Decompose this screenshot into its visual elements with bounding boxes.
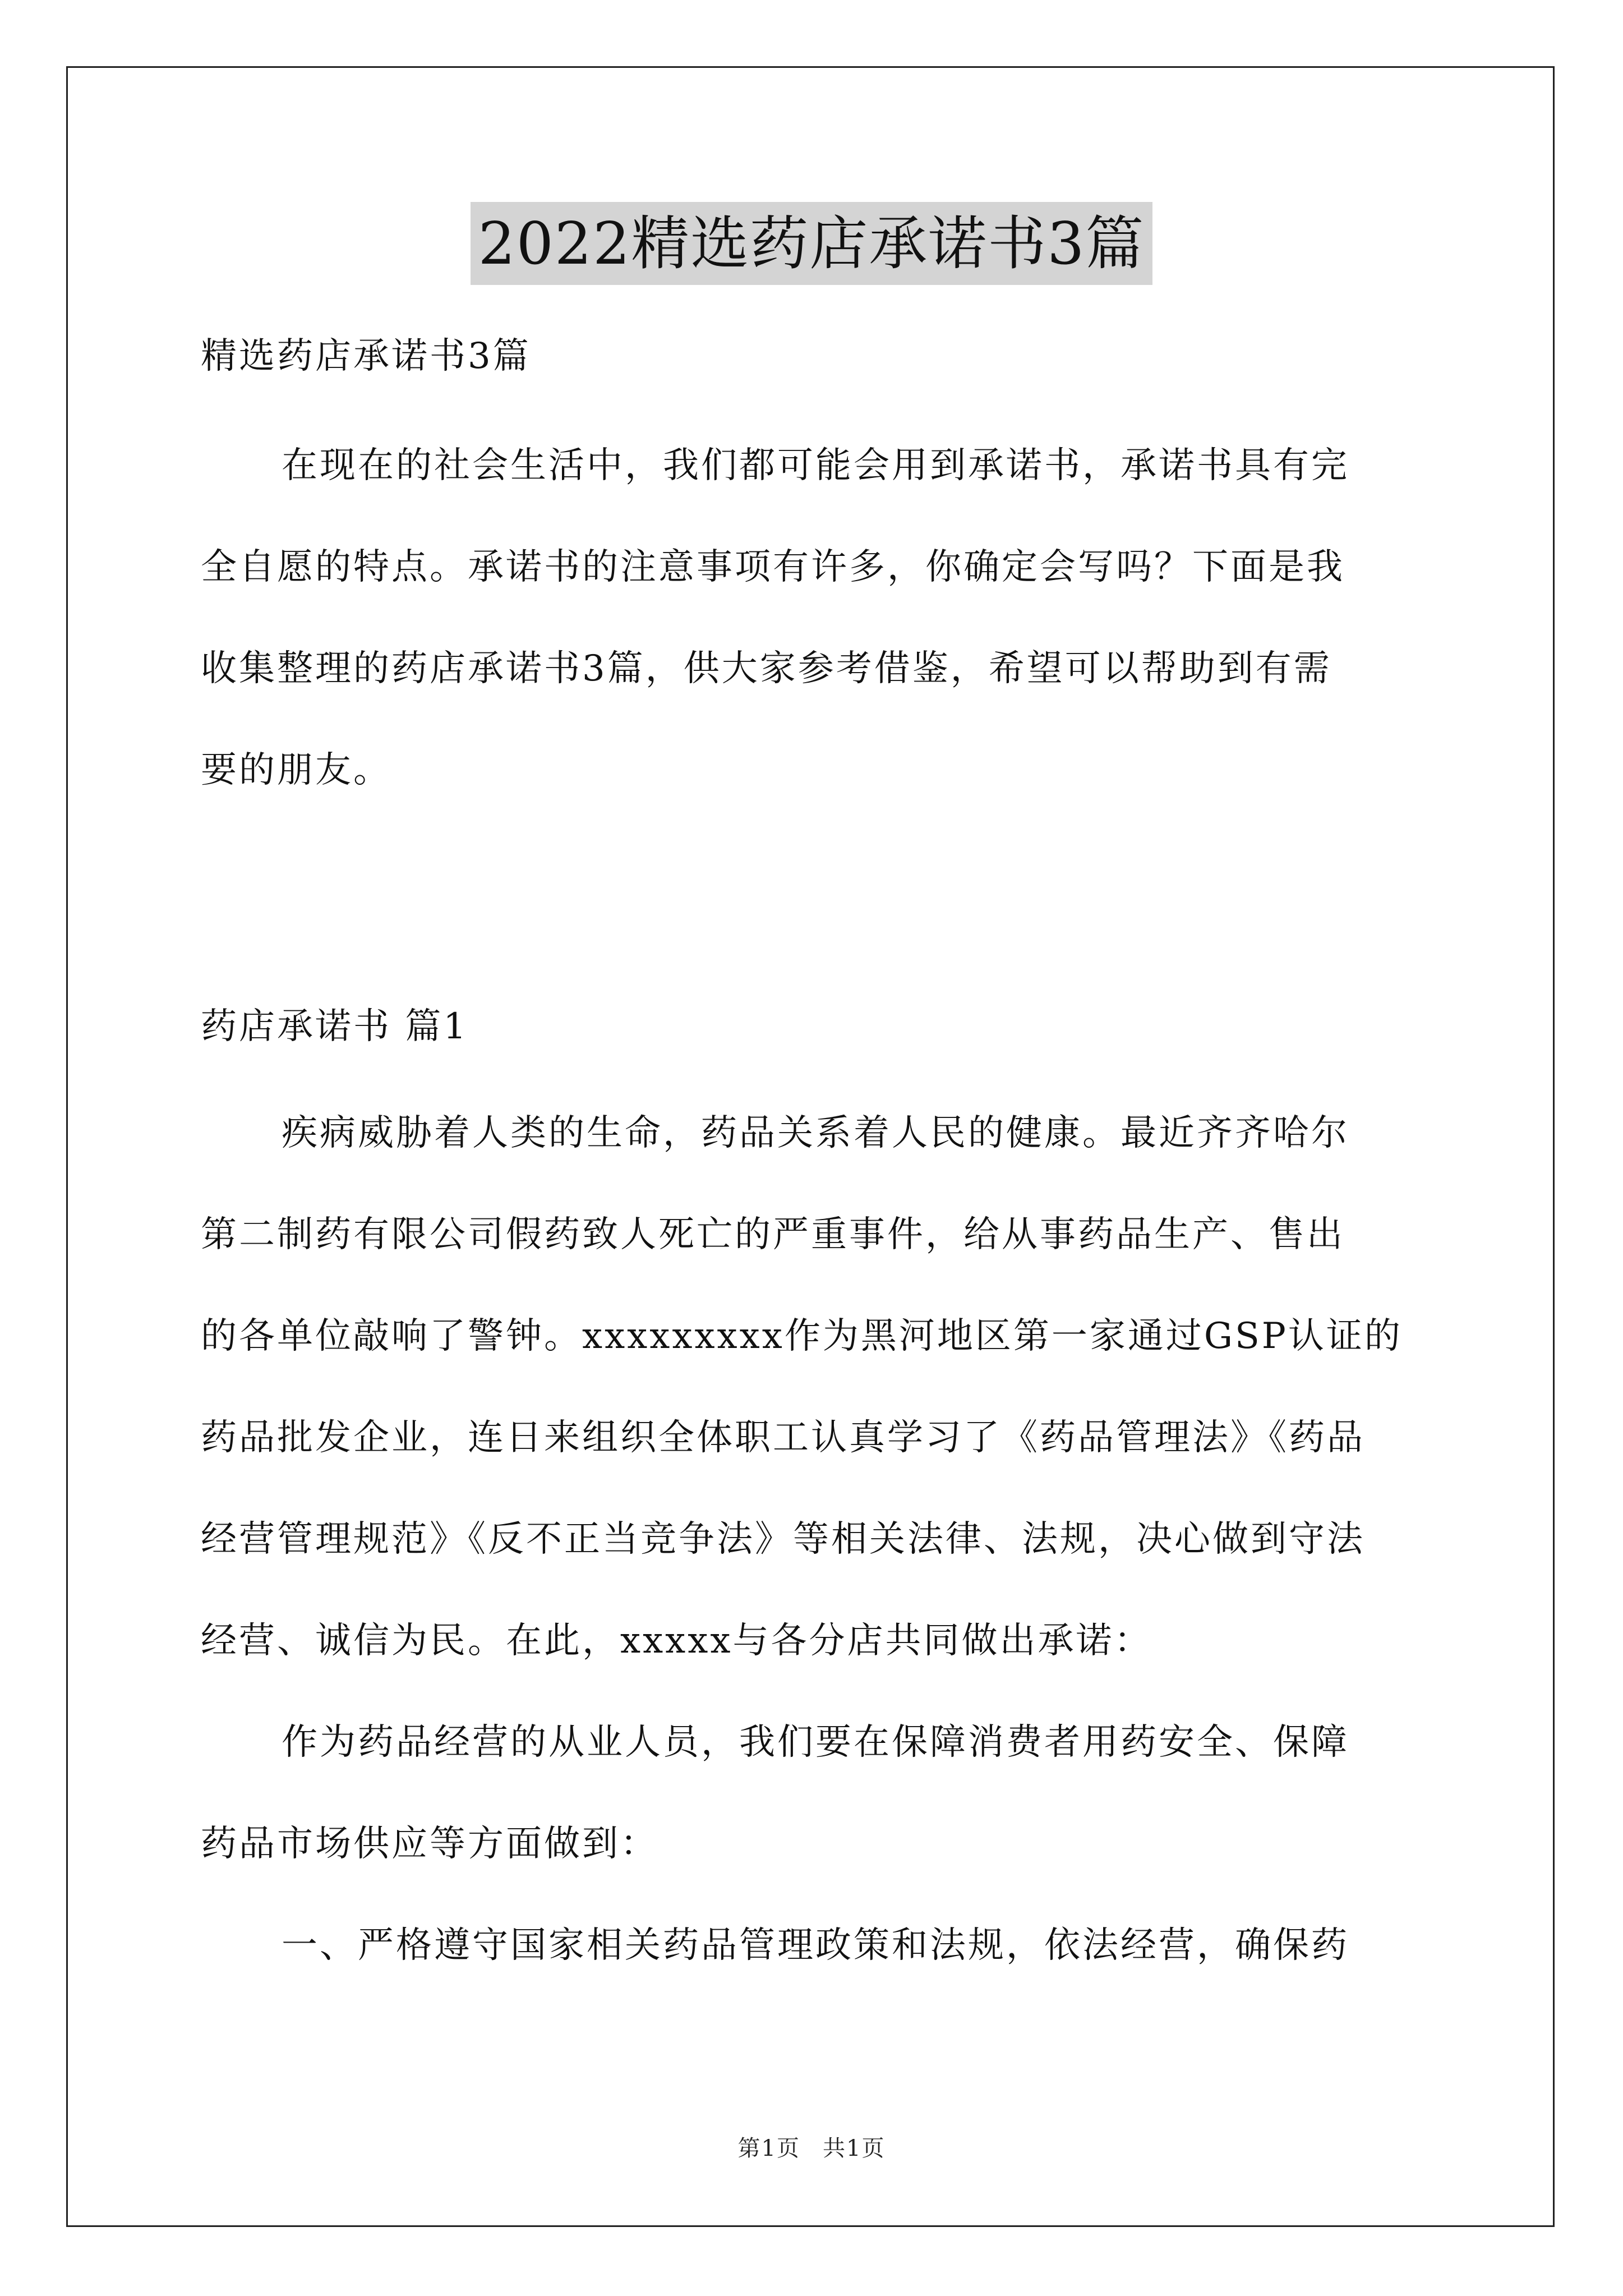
- document-subtitle: 精选药店承诺书3篇: [201, 335, 531, 377]
- paragraph-2: [201, 1692, 1429, 1895]
- paragraph-line: 一、严格遵守国家相关药品管理政策和法规，依法经营，确保药: [282, 1925, 1349, 1966]
- document-title: 2022精选药店承诺书3篇: [471, 202, 1153, 285]
- page-number-current: 第1页: [737, 2136, 800, 2161]
- intro-line: 要的朋友。: [201, 749, 391, 791]
- paragraph-line: 疾病威胁着人类的生命，药品关系着人民的健康。最近齐齐哈尔: [282, 1112, 1349, 1154]
- paragraph-1: [201, 1083, 1429, 1692]
- intro-line: 收集整理的药店承诺书3篇，供大家参考借鉴，希望可以帮助到有需: [201, 648, 1332, 689]
- paragraph-3: [201, 1895, 1429, 1996]
- intro-line: 全自愿的特点。承诺书的注意事项有许多，你确定会写吗？下面是我: [201, 546, 1345, 588]
- paragraph-line: 第二制药有限公司假药致人死亡的严重事件，给从事药品生产、售出: [201, 1214, 1345, 1255]
- paragraph-line: 的各单位敲响了警钟。xxxxxxxxx作为黑河地区第一家通过GSP认证的: [201, 1315, 1403, 1357]
- paragraph-line: 药品批发企业，连日来组织全体职工认真学习了《药品管理法》《药品: [201, 1417, 1365, 1458]
- page-footer: [0, 2132, 1623, 2165]
- paragraph-line: 经营、诚信为民。在此，xxxxx与各分店共同做出承诺：: [201, 1620, 1152, 1662]
- section-heading: 药店承诺书 篇1: [201, 1006, 469, 1047]
- intro-paragraph: [201, 415, 1429, 821]
- paragraph-line: 药品市场供应等方面做到：: [201, 1823, 658, 1865]
- paragraph-line: 作为药品经营的从业人员，我们要在保障消费者用药安全、保障: [282, 1722, 1349, 1763]
- intro-line: 在现在的社会生活中，我们都可能会用到承诺书，承诺书具有完: [282, 445, 1349, 486]
- page-number-total: 共1页: [823, 2136, 886, 2161]
- paragraph-line: 经营管理规范》《反不正当竞争法》等相关法律、法规，决心做到守法: [201, 1519, 1365, 1560]
- title-wrap: [0, 202, 1623, 285]
